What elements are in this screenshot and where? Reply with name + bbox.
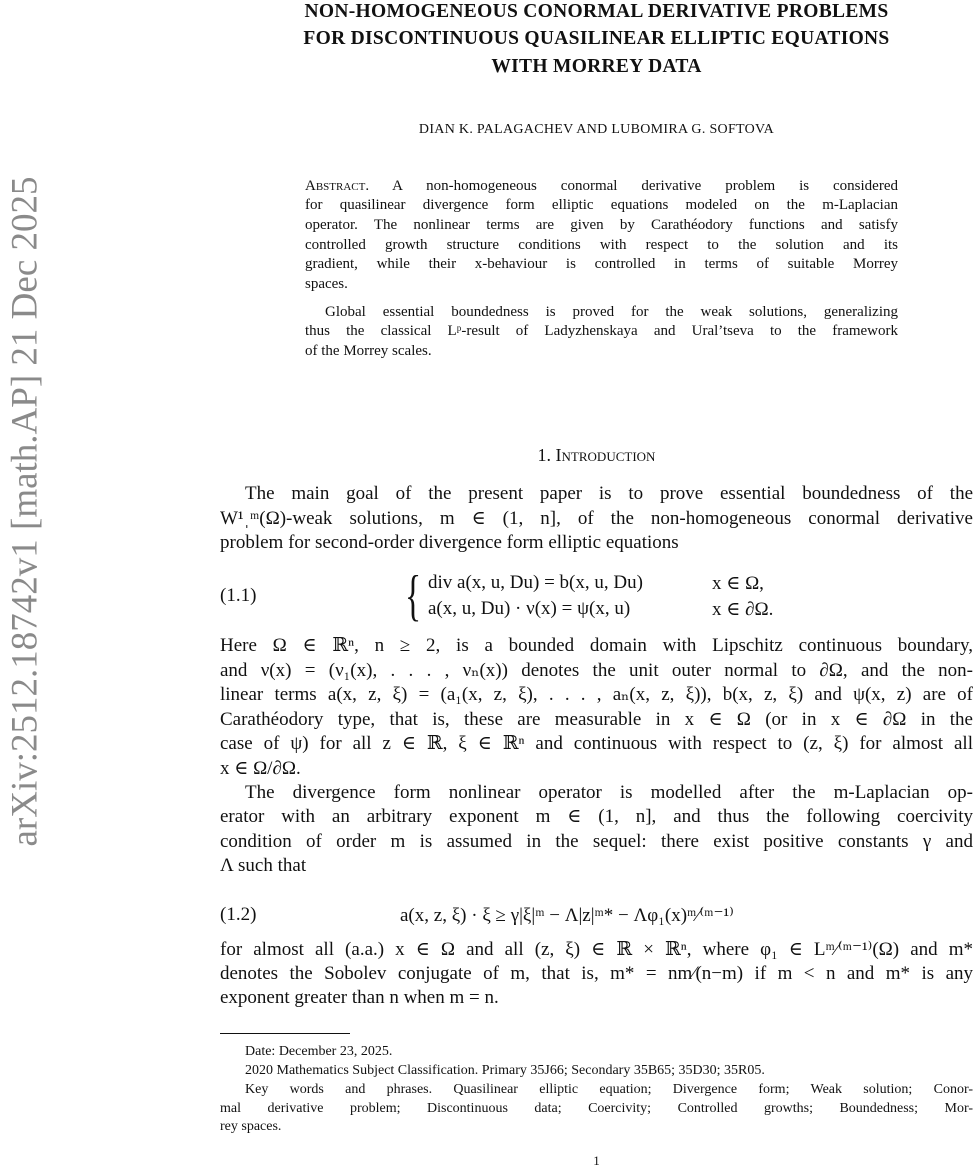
footnote-keywords: mal derivative problem; Discontinuous data; Coercivity; Controlled growths; Boundedness; Mor- [220,1101,973,1116]
body-line: The divergence form nonlinear operator is modelled after the m-Laplacian op- [245,782,973,803]
arxiv-identifier: arXiv:2512.18742v1 [math.AP] 21 Dec 2025 [4,176,46,847]
body-line: problem for second-order divergence form elliptic equations [220,532,679,553]
footnote-keywords: Key words and phrases. Quasilinear elliptic equation; Divergence form; Weak solution; Conor- [245,1082,973,1097]
abstract-text: A non-homogeneous conormal derivative problem is considered [392,178,898,194]
equation-condition: x ∈ ∂Ω. [712,599,774,620]
abstract-line [305,179,898,194]
abstract-line: Global essential boundedness is proved for the weak solutions, generalizing [325,304,898,320]
body-line: Carathéodory type, that is, these are measurable in x ∈ Ω (or in x ∈ ∂Ω in the [220,709,973,730]
footnote-date: Date: December 23, 2025. [245,1044,393,1059]
abstract-line: operator. The nonlinear terms are given by Carathéodory functions and satisfy [305,217,898,233]
body-line: erator with an arbitrary exponent m ∈ (1, n], and thus the following coercivity [220,806,973,827]
abstract-line: gradient, while their x-behaviour is controlled in terms of suitable Morrey [305,256,898,272]
body-line: x ∈ Ω/∂Ω. [220,758,301,779]
section-heading: 1. Introduction [537,445,656,465]
authors: DIAN K. PALAGACHEV AND LUBOMIRA G. SOFTOVA [418,122,775,137]
abstract-line: controlled growth structure conditions with respect to the solution and its [305,237,898,253]
equation-line: div a(x, u, Du) = b(x, u, Du) [428,572,643,593]
abstract-line: thus the classical Lᵖ-result of Ladyzhenskaya and Ural’tseva to the framework [305,323,898,339]
paper-title-line: NON-HOMOGENEOUS CONORMAL DERIVATIVE PROBLEMS [304,1,889,22]
body-line: W¹ˌᵐ(Ω)-weak solutions, m ∈ (1, n], of the non-homogeneous conormal derivative [220,508,973,529]
body-line: Here Ω ∈ ℝⁿ, n ≥ 2, is a bounded domain with Lipschitz continuous boundary, [220,635,973,656]
body-line: condition of order m is assumed in the sequel: there exist positive constants γ and [220,831,973,852]
body-line: for almost all (a.a.) x ∈ Ω and all (z, ξ) ∈ ℝ × ℝⁿ, where φ₁ ∈ Lᵐ⁄⁽ᵐ⁻¹⁾(Ω) and m* [220,939,973,960]
equation-label: (1.2) [220,904,257,925]
abstract-line: spaces. [305,276,348,292]
abstract-line: of the Morrey scales. [305,343,432,359]
page-number: 1 [593,1153,600,1168]
footnote-rule [220,1033,350,1034]
body-line: exponent greater than n when m = n. [220,987,499,1008]
equation-line: a(x, u, Du) · ν(x) = ψ(x, u) [428,598,631,619]
footnote-msc: 2020 Mathematics Subject Classification. Primary 35J66; Secondary 35B65; 35D30; 35R05. [245,1063,765,1078]
body-line: Λ such that [220,855,307,876]
footnote-keywords: rey spaces. [220,1119,282,1134]
brace: { [405,565,422,627]
paper-title-line: FOR DISCONTINUOUS QUASILINEAR ELLIPTIC EQUATIONS [303,28,890,49]
body-line: denotes the Sobolev conjugate of m, that is, m* = nm⁄(n−m) if m < n and m* is any [220,963,973,984]
abstract-label: Abstract. [305,178,370,194]
body-line: linear terms a(x, z, ξ) = (a₁(x, z, ξ), . . . , aₙ(x, z, ξ)), b(x, z, ξ) and ψ(x, z) are of [220,684,974,705]
paper-title-line: WITH MORREY DATA [491,56,702,77]
equation-line: a(x, z, ξ) · ξ ≥ γ|ξ|ᵐ − Λ|z|ᵐ* − Λφ₁(x)ᵐ⁄⁽ᵐ⁻¹⁾ [400,905,734,926]
body-line: The main goal of the present paper is to prove essential boundedness of the [245,483,973,504]
equation-label: (1.1) [220,585,257,606]
body-line: and ν(x) = (ν₁(x), . . . , νₙ(x)) denotes the unit outer normal to ∂Ω, and the non- [220,660,973,681]
equation-condition: x ∈ Ω, [712,573,764,594]
abstract-line: for quasilinear divergence form elliptic equations modeled on the m-Laplacian [305,197,898,213]
body-line: case of ψ) for all z ∈ ℝ, ξ ∈ ℝⁿ and continuous with respect to (z, ξ) for almost all [220,733,973,754]
